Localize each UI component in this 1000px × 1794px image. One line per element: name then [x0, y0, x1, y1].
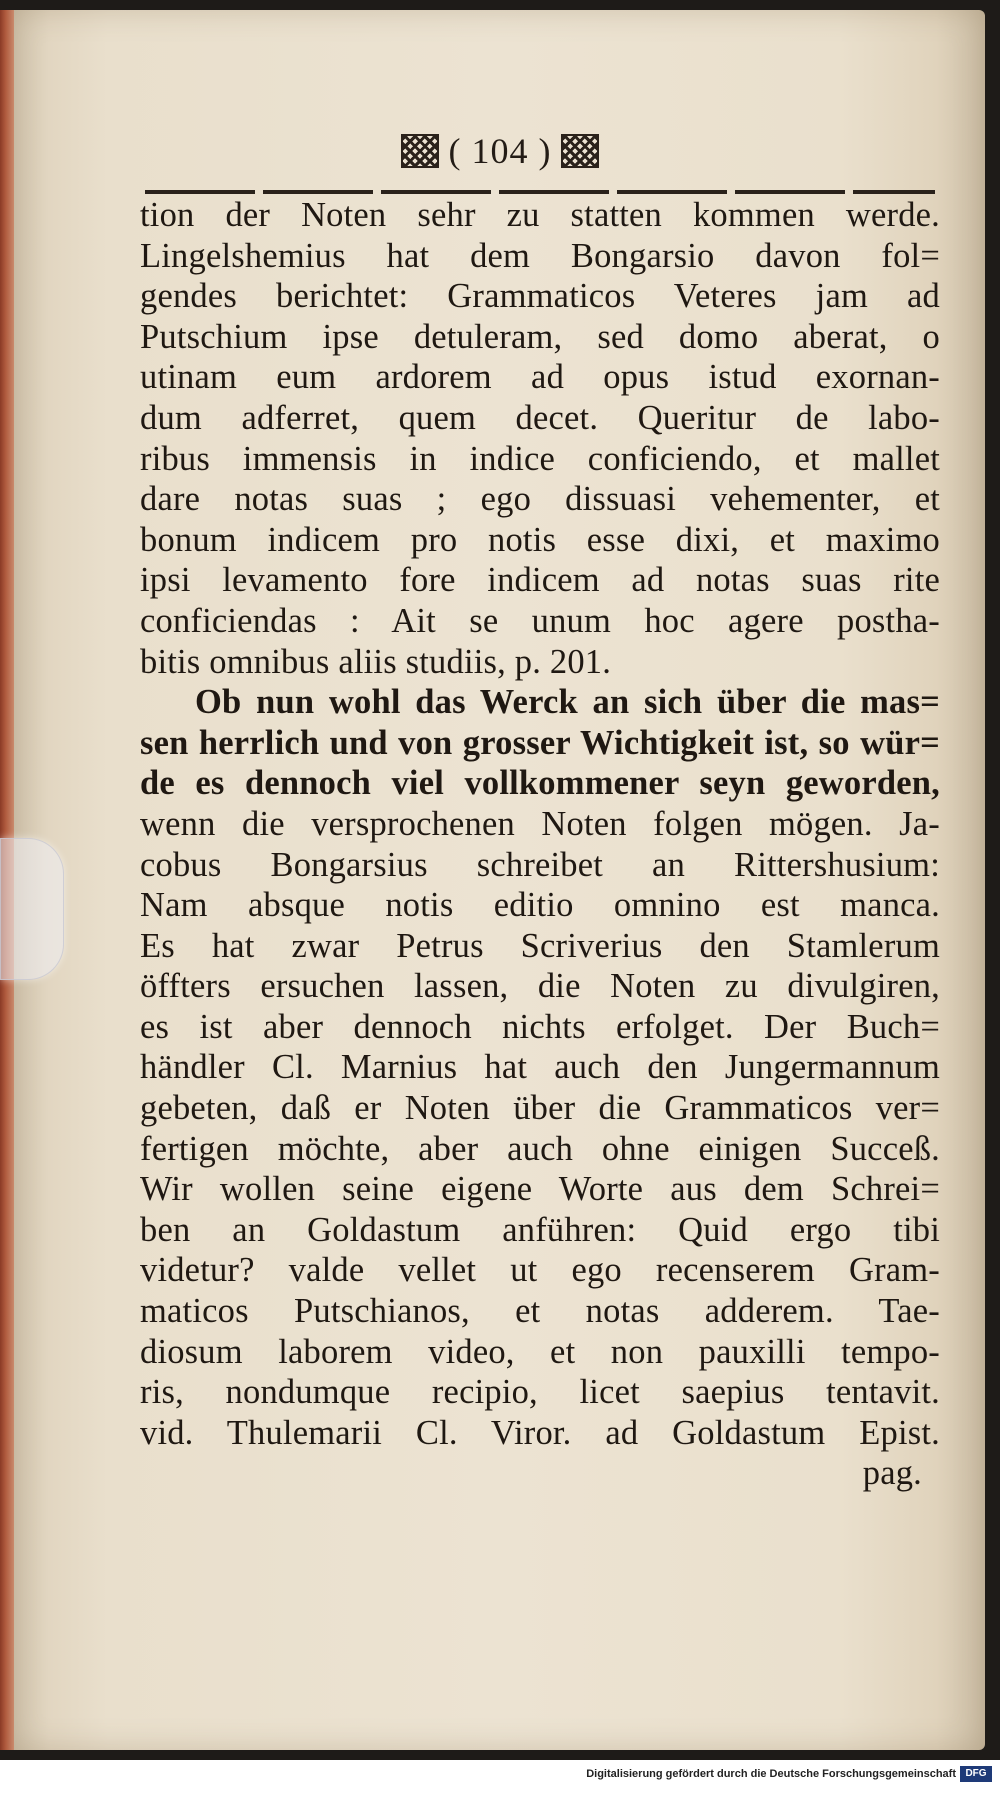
header-rule: [145, 190, 935, 194]
text-line: fertigen möchte, aber auch ohne einigen Succeß.: [140, 1129, 940, 1168]
text-line: maticos Putschianos, et notas adderem. Tae-: [140, 1292, 940, 1331]
page-text: [140, 195, 940, 1494]
text-line: bitis omnibus aliis studiis, p. 201.: [140, 642, 612, 681]
text-line: conficiendas : Ait se unum hoc agere postha-: [140, 601, 940, 640]
dfg-logo: DFG: [960, 1766, 992, 1782]
text-line: Lingelshemius hat dem Bongarsio davon fol=: [140, 236, 940, 275]
ornament-left-icon: [401, 134, 439, 168]
text-line: dare notas suas ; ego dissuasi vehementer, et: [140, 480, 940, 519]
text-line: Wir wollen seine eigene Worte aus dem Schrei=: [140, 1170, 940, 1209]
text-line: ipsi levamento fore indicem ad notas suas rite: [140, 561, 940, 600]
funding-credit: Digitalisierung gefördert durch die Deutsche Forschungsgemeinschaft: [586, 1768, 956, 1780]
text-line: ris, nondumque recipio, licet saepius tentavit.: [140, 1373, 940, 1412]
page-clip: [0, 838, 64, 980]
text-line: utinam eum ardorem ad opus istud exornan-: [140, 358, 940, 397]
page-number: ( 104 ): [448, 131, 552, 171]
text-line: gebeten, daß er Noten über die Grammaticos ver=: [140, 1089, 940, 1128]
text-line: wenn die versprochenen Noten folgen mögen. Ja-: [140, 804, 940, 843]
text-line: diosum laborem video, et non pauxilli tempo-: [140, 1332, 940, 1371]
catchword: pag.: [862, 1454, 922, 1493]
running-head: [0, 130, 1000, 172]
text-line: Nam absque notis editio omnino est manca.: [140, 886, 940, 925]
text-line: ben an Goldastum anführen: Quid ergo tibi: [140, 1210, 940, 1249]
text-line: bonum indicem pro notis esse dixi, et maximo: [140, 520, 940, 559]
text-line: videtur? valde vellet ut ego recenserem Gram-: [140, 1251, 940, 1290]
text-line: dum adferret, quem decet. Queritur de labo-: [140, 398, 940, 437]
text-line: Putschium ipse detuleram, sed domo aberat, o: [140, 317, 940, 356]
ornament-right-icon: [561, 134, 599, 168]
text-line: tion der Noten sehr zu statten kommen werde.: [140, 196, 940, 234]
text-line: cobus Bongarsius schreibet an Rittershusium:: [140, 845, 940, 884]
text-line: öffters ersuchen lassen, die Noten zu divulgiren,: [140, 967, 940, 1006]
text-line: vid. Thulemarii Cl. Viror. ad Goldastum Epist.: [140, 1413, 940, 1452]
text-line: de es dennoch viel vollkommener seyn geworden,: [140, 764, 940, 803]
text-line: ribus immensis in indice conficiendo, et mallet: [140, 439, 940, 478]
footer: [0, 1760, 1000, 1794]
text-line: händler Cl. Marnius hat auch den Jungermannum: [140, 1048, 940, 1087]
text-line: es ist aber dennoch nichts erfolget. Der Buch=: [140, 1007, 940, 1046]
text-line: gendes berichtet: Grammaticos Veteres jam ad: [140, 277, 940, 316]
text-line: Ob nun wohl das Werck an sich über die mas=: [195, 683, 940, 722]
text-line: sen herrlich und von grosser Wichtigkeit ist, so wür=: [140, 723, 940, 762]
text-line: Es hat zwar Petrus Scriverius den Stamlerum: [140, 926, 940, 965]
